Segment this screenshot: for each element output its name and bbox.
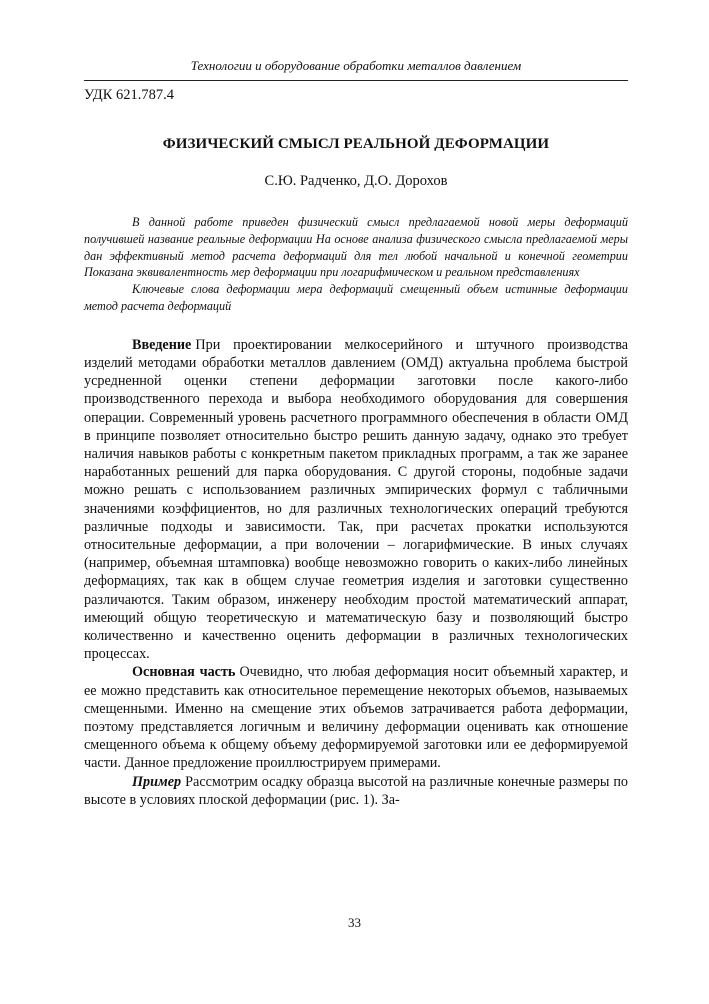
main-paragraph: [84, 663, 628, 772]
abstract: [84, 214, 628, 315]
keywords: Ключевые слова деформации мера деформаций смещенный объем истинные деформации метод расчета деформаций: [84, 282, 628, 313]
example-paragraph: [84, 773, 628, 809]
article-title: ФИЗИЧЕСКИЙ СМЫСЛ РЕАЛЬНОЙ ДЕФОРМАЦИИ: [162, 136, 550, 152]
example-text: Рассмотрим осадку образца высотой на различные конечные размеры по высоте в условиях плоской деформации (рис. 1). За-: [84, 773, 628, 808]
page-number: 33: [348, 915, 361, 930]
intro-text: При проектировании мелкосерийного и штучного производства изделий методами обработки металлов давлением (ОМД) актуальна проблема быстрой усредненной оценки степени деформации заготовки после какого-либо производственного перехода и выбора необходимого оборудования для совершения операции. Современный уровень расчетного программного обеспечения в области ОМД в принципе позволяет относительно быстро решить данную задачу, однако это требует наличия навыков работы с конкретным пакетом прикладных программ, а так же заранее наработанных решений для парка оборудования. С другой стороны, подобные задачи можно решать с использованием различных эмпирических формул с табличными значениями коэффициентов, но для различных технологических операций требуются различные подходы и зависимости. Так, при расчетах прокатки используются относительные деформации, а при волочении – логарифмические. В иных случаях (например, объемная штамповка) вообще невозможно говорить о каких-либо линейных деформациях, так как в общем случае геометрия изделия и заготовки существенно различаются. Таким образом, инженеру необходим простой математический аппарат, имеющий общую теоретическую и математическую базу и позволяющий быстро количественно и качественно оценить деформации в различных технологических процессах.: [84, 336, 628, 663]
journal-page: [84, 0, 628, 809]
main-text: Очевидно, что любая деформация носит объемный характер, и ее можно представить как относительное перемещение некоторых объемов, называемых смещенными. Именно на смещение этих объемов затрачивается работа деформации, поэтому представляется логичным и величину деформации оценивать как отношение смещенного объема к общему объему деформируемой заготовки или ее деформируемой части. Данное предложение проиллюстрируем примерами.: [84, 664, 629, 772]
example-heading: Пример: [132, 773, 182, 790]
article-body: [84, 336, 628, 809]
article-authors: С.Ю. Радченко, Д.О. Дорохов: [264, 173, 448, 189]
abstract-text: В данной работе приведен физический смысл предлагаемой новой меры деформаций получившей название реальные деформации На основе анализа физического смысла предлагаемой меры дан эффективный метод расчета деформаций для тел любой начальной и конечной геометрии Показана эквивалентность мер деформации при логарифмическом и реальном представлениях: [84, 215, 628, 280]
running-header: Технологии и оборудование обработки металлов давлением: [84, 58, 628, 81]
udc-code: УДК 621.787.4: [84, 87, 174, 103]
main-heading: Основная часть: [132, 664, 236, 681]
intro-heading: Введение: [132, 336, 192, 353]
intro-paragraph: [84, 336, 628, 664]
